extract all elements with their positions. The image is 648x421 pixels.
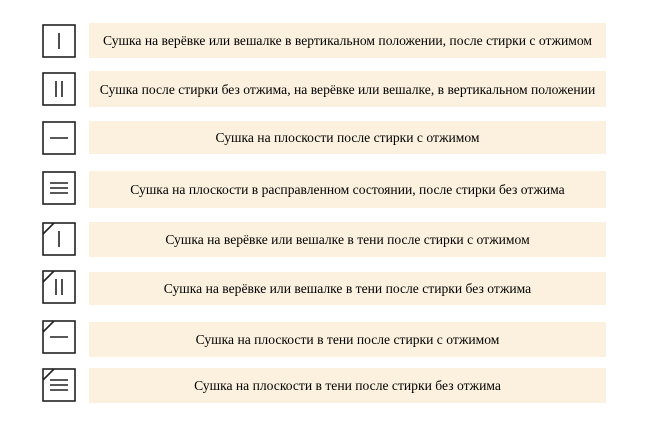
line-dry-no-spin-icon (42, 72, 76, 106)
symbol-description: Сушка на плоскости в тени после стирки без отжима (89, 368, 606, 403)
symbol-description: Сушка на верёвке или вешалке в вертикальном положении, после стирки с отжимом (89, 23, 606, 58)
symbol-description: Сушка на верёвке или вешалке в тени после стирки с отжимом (89, 222, 606, 257)
dry-flat-shade-spin-icon (42, 320, 76, 354)
symbol-description: Сушка на верёвке или вешалке в тени после стирки без отжима (89, 272, 606, 305)
dry-flat-shade-no-spin-icon (42, 368, 76, 402)
symbol-description: Сушка на плоскости в тени после стирки с отжимом (89, 322, 606, 357)
drip-dry-line-icon (42, 24, 76, 58)
symbol-description: Сушка после стирки без отжима, на верёвке или вешалке, в вертикальном положении (89, 71, 606, 107)
symbol-description: Сушка на плоскости после стирки с отжимом (89, 121, 606, 154)
line-dry-shade-no-spin-icon (42, 270, 76, 304)
line-dry-shade-spin-icon (42, 222, 76, 256)
dry-flat-no-spin-icon (42, 171, 76, 205)
symbol-description: Сушка на плоскости в расправленном состоянии, после стирки без отжима (89, 171, 606, 208)
dry-flat-spin-icon (42, 121, 76, 155)
